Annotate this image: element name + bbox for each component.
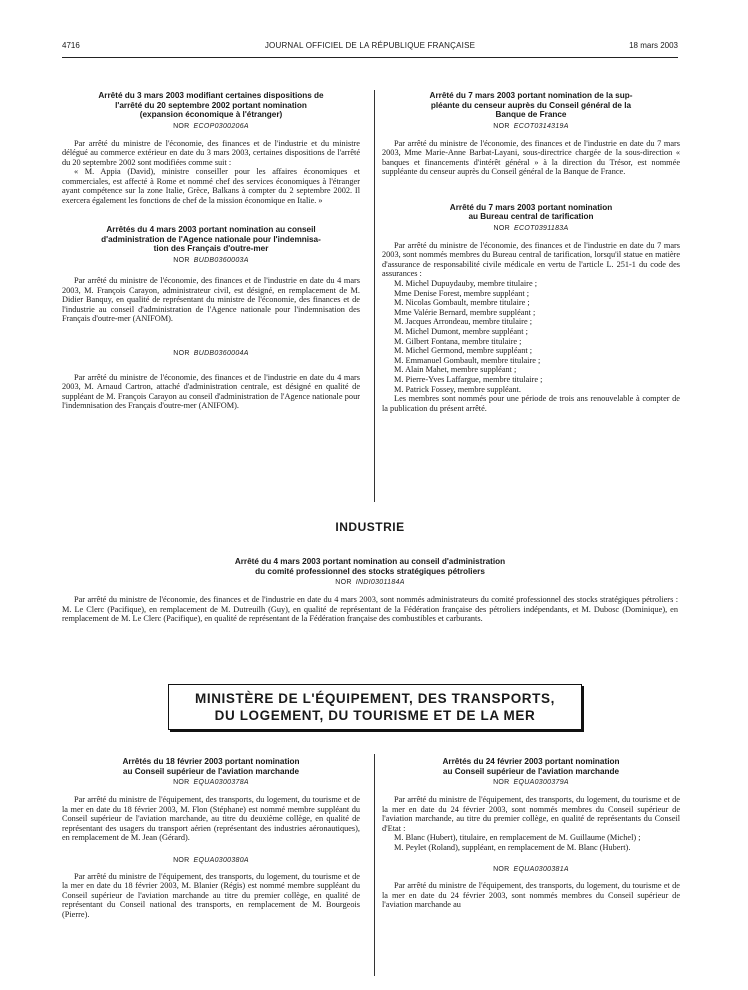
page-header: [62, 41, 678, 55]
arrete-bureau-central-tarification: [382, 203, 680, 413]
column-divider-top: [374, 90, 375, 502]
member-list-item: M. Michel Germond, membre suppléant ;: [394, 346, 533, 356]
arrete-paragraph: Par arrêté du ministre de l'équipement, des transports, du logement, du tourisme et de la mer en date du 18 février 2003, M. Flon (Stéphane) est nommé membre suppléant du Conseil supérieur de l'aviation marchande, au titre du deuxième collège, en qualité de représentant des usagers du transport aérien (représentant des industries aéronautiques), en remplacement de M. Jean (Gérard).: [62, 795, 360, 843]
arrete-title-line: Banque de France: [495, 110, 567, 120]
arrete-paragraph: Par arrêté du ministre de l'équipement, des transports, du logement, du tourisme et de la mer en date du 18 février 2003, M. Blanier (Régis) est nommé membre suppléant du Conseil supérieur de l'aviation marchande au titre du premier collège, en qualité de représentant du Conseil national des transports, en remplacement de M. Bourgeois (Pierre).: [62, 871, 360, 919]
nor-code: EQUA0300379A: [513, 779, 569, 787]
arrete-paragraph: Par arrêté du ministre de l'économie, des finances et de l'industrie en date du 4 mars 2003, sont nommés administrateurs du comité professionnel des stocks stratégiques pétroliers : M. Le Clerc (Pacifique), en remplacement de M. Dutreuilh (Guy), en qualité de représentant de la Fédération française des pétroliers indépendants, et M. Dubosc (Dominique), en remplacement de M. Le Clerc (Pacifique), en qualité de représentant de la Fédération française des combustibles et carburants.: [62, 595, 678, 624]
arrete-paragraph: Les membres sont nommés pour une période de trois ans renouvelable à compter de la publication du présent arrêté.: [382, 394, 680, 413]
nor-label: NOR: [173, 257, 190, 265]
member-list-item: Mme Valérie Bernard, membre suppléant ;: [394, 307, 536, 317]
member-list-item: M. Michel Dumont, membre suppléant ;: [394, 326, 528, 336]
column-divider-bottom: [374, 754, 375, 976]
arrete-paragraph: Par arrêté du ministre de l'économie, des finances et de l'industrie en date du 7 mars 2003, sont nommés membres du Bureau central de tarification, lorsqu'il statue en matière d'assurance de responsabilité civile médicale en vertu de l'article L. 251-1 du code des assurances :: [382, 240, 680, 279]
nor-code: ECOT0391183A: [514, 224, 569, 232]
arrete-paragraph: Par arrêté du ministre de l'économie, des finances et de l'industrie en date du 4 mars 2003, M. Arnaud Cartron, attaché d'administration centrale, est désigné en qualité de suppléant de M. François Carayon au conseil d'administration de l'Agence nationale pour l'indemnisation des Français d'outre-mer (ANIFOM).: [62, 372, 360, 411]
nor-reference: [62, 350, 360, 357]
arrete-title-line: au Conseil supérieur de l'aviation marchande: [442, 766, 620, 776]
nor-label: NOR: [173, 779, 190, 787]
member-list-item: M. Jacques Arrondeau, membre titulaire ;: [394, 317, 533, 327]
nor-label: NOR: [335, 579, 352, 587]
arrete-expansion-economique: [62, 91, 360, 205]
nor-reference: [62, 779, 360, 786]
journal-title: JOURNAL OFFICIEL DE LA RÉPUBLIQUE FRANÇAISE: [264, 41, 476, 50]
nor-label: NOR: [493, 122, 510, 130]
arrete-title-line: tion des Français d'outre-mer: [153, 244, 269, 254]
header-rule: [62, 57, 678, 58]
ministry-heading-line: MINISTÈRE DE L'ÉQUIPEMENT, DES TRANSPORTS,: [195, 691, 555, 706]
arrete-paragraph: Par arrêté du ministre de l'équipement, des transports, du logement, du tourisme et de la mer en date du 24 février 2003, sont nommés membres du Conseil supérieur de l'aviation marchande, au titre du premier collège, en qualité de représentants du Conseil d'Etat :: [382, 795, 680, 833]
arrete-stocks-petroliers: [62, 557, 678, 624]
arrete-title-line: Arrêté du 3 mars 2003 modifiant certaines dispositions de: [98, 91, 324, 100]
arrete-anifom: [62, 225, 360, 410]
nor-reference: [62, 257, 360, 264]
arrete-title-line: Arrêtés du 24 février 2003 portant nomination: [442, 757, 620, 766]
nor-code: EQUA0300378A: [193, 779, 249, 787]
right-column-bottom: [382, 757, 680, 910]
nor-code: EQUA0300381A: [513, 866, 569, 874]
member-list-item: M. Patrick Fossey, membre suppléant.: [394, 384, 521, 394]
left-column-top: [62, 91, 360, 411]
nor-code: BUDB0360003A: [193, 257, 249, 265]
member-list-item: M. Michel Dupuydauby, membre titulaire ;: [394, 278, 538, 288]
arrete-title-line: Arrêté du 7 mars 2003 portant nomination de la sup-: [429, 91, 633, 100]
arrete-title-line: Arrêtés du 4 mars 2003 portant nomination au conseil: [106, 225, 316, 235]
nor-code: INDI0301184A: [355, 579, 405, 587]
member-list-item: M. Alain Mahet, membre suppléant ;: [394, 365, 517, 375]
nor-reference: [62, 857, 360, 864]
nor-label: NOR: [173, 349, 190, 357]
arrete-title-line: Arrêtés du 18 février 2003 portant nomination: [122, 757, 300, 766]
nor-reference: [382, 866, 680, 873]
member-list-item: M. Emmanuel Gombault, membre titulaire ;: [394, 355, 541, 365]
arrete-title-line: du comité professionnel des stocks stratégiques pétroliers: [255, 566, 485, 576]
arrete-title-line: Arrêté du 4 mars 2003 portant nomination au conseil d'administration: [234, 557, 506, 566]
member-list-item: M. Pierre-Yves Laffargue, membre titulaire ;: [394, 374, 543, 384]
arrete-paragraph: Par arrêté du ministre de l'économie, des finances et de l'industrie et du ministre délégué au commerce extérieur en date du 3 mars 2003, certaines dispositions de l'arrêté du 20 septembre 2002 sont modifiées comme suit :: [62, 138, 360, 167]
nor-label: NOR: [493, 866, 510, 874]
nor-reference: [382, 123, 680, 130]
nor-code: BUDB0360004A: [193, 349, 249, 357]
nor-label: NOR: [493, 224, 510, 232]
member-list-item: M. Nicolas Gombault, membre titulaire ;: [394, 298, 530, 308]
nor-reference: [62, 579, 678, 586]
arrete-title-line: pléante du censeur auprès du Conseil général de la: [430, 100, 632, 110]
arrete-paragraph: Par arrêté du ministre de l'équipement, des transports, du logement, du tourisme et de la mer en date du 24 février 2003, sont nommés membres du Conseil supérieur de l'aviation marchande au: [382, 881, 680, 910]
arrete-title-line: au Conseil supérieur de l'aviation marchande: [122, 766, 300, 776]
issue-date: 18 mars 2003: [629, 41, 678, 50]
nor-label: NOR: [493, 779, 510, 787]
arrete-list-line: M. Peylet (Roland), suppléant, en remplacement de M. Blanc (Hubert).: [394, 842, 631, 852]
nor-code: EQUA0300380A: [193, 856, 249, 864]
arrete-paragraph: Par arrêté du ministre de l'économie, des finances et de l'industrie en date du 7 mars 2003, Mme Marie-Anne Barbat-Layani, sous-directrice chargée de la sous-direction « banques et financements d'intérêt général » à la direction du Trésor, est nommée suppléante du censeur auprès du Conseil général de la Banque de France.: [382, 138, 680, 177]
ministry-heading-line: DU LOGEMENT, DU TOURISME ET DE LA MER: [214, 708, 536, 723]
left-column-bottom: [62, 757, 360, 919]
arrete-paragraph: « M. Appia (David), ministre conseiller pour les affaires économiques et commerciales, est affecté à Rome et nommé chef des services économiques à l'étranger ayant compétence sur la zone Italie, Grèce, Balkans à compter du 2 septembre 2002. Il exercera également les fonctions de chef de la mission économique en Italie. »: [62, 167, 360, 205]
nor-reference: [62, 123, 360, 130]
ministry-heading-box: [168, 684, 582, 730]
arrete-paragraph: Par arrêté du ministre de l'économie, des finances et de l'industrie en date du 4 mars 2003, M. François Carayon, administrateur civil, est désigné, en remplacement de M. Didier Banquy, en qualité de représentant du ministre de l'économie, des finances et de l'industrie au conseil d'administration de l'Agence nationale pour l'indemnisation des Français d'outre-mer (ANIFOM).: [62, 276, 360, 324]
page-number: 4716: [62, 41, 80, 50]
nor-label: NOR: [173, 856, 190, 864]
right-column-top: [382, 91, 680, 413]
nor-label: NOR: [173, 122, 190, 130]
section-heading-industrie: INDUSTRIE: [335, 520, 405, 534]
arrete-title-line: d'administration de l'Agence nationale pour l'indemnisa-: [101, 234, 321, 244]
nor-reference: [382, 225, 680, 232]
nor-code: ECOT0314319A: [513, 122, 569, 130]
arrete-list-line: M. Blanc (Hubert), titulaire, en remplacement de M. Guillaume (Michel) ;: [394, 833, 641, 843]
member-list-item: Mme Denise Forest, membre suppléant ;: [394, 288, 530, 298]
nor-reference: [382, 779, 680, 786]
member-list: [382, 279, 680, 394]
arrete-title-line: Arrêté du 7 mars 2003 portant nomination: [449, 202, 613, 212]
arrete-censeur-banque-de-france: [382, 91, 680, 177]
arrete-title-line: (expansion économique à l'étranger): [139, 110, 283, 120]
arrete-title-line: au Bureau central de tarification: [468, 212, 594, 222]
nor-code: ECOP0300206A: [193, 122, 249, 130]
arrete-title-line: l'arrêté du 20 septembre 2002 portant nomination: [115, 100, 307, 110]
member-list-item: M. Gilbert Fontana, membre titulaire ;: [394, 336, 522, 346]
